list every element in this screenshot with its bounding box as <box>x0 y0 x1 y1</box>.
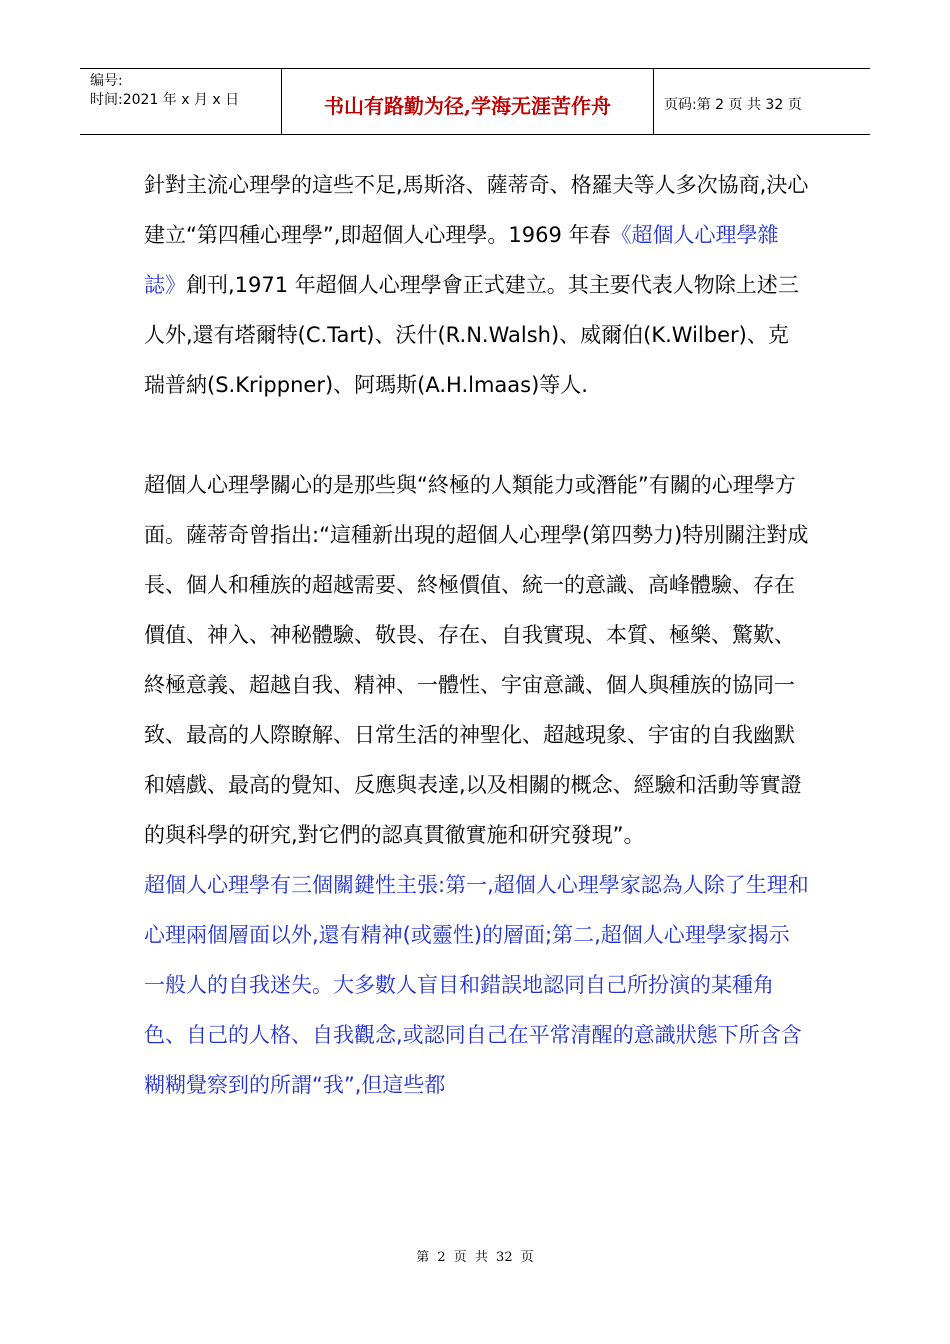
paragraph-gap <box>144 410 809 460</box>
paragraph-3: 超個人心理學有三個關鍵性主張:第一,超個人心理學家認為人除了生理和心理兩個層面以外,還有精神(或靈性)的層面;第二,超個人心理學家揭示一般人的自我迷失。大多數人盲目和錯誤地認同自己所扮演的某種角色、自己的人格、自我觀念,或認同自己在平常清醒的意識狀態下所含含糊糊覺察到的所謂“我”,但這些都 <box>144 873 809 1097</box>
header-meta <box>80 69 282 134</box>
paragraph-1-text-b: 創刊,1971 年超個人心理學會正式建立。其主要代表人物除上述三人外,還有塔爾特(C.Tart)、沃什(R.N.Walsh)、威爾伯(K.Wilber)、克瑞普納(S.Krippner)、阿瑪斯(A.H.lmaas)等人. <box>144 273 799 397</box>
time-label: 时间:2021 年 x 月 x 日 <box>90 92 240 108</box>
journal-title-link[interactable]: 《超個人心理學雜誌》 <box>144 223 779 297</box>
header-page-info: 页码:第 2 页 共 32 页 <box>664 96 802 113</box>
document-header <box>80 68 870 135</box>
document-body <box>144 160 809 1110</box>
paragraph-1-text-a: 針對主流心理學的這些不足,馬斯洛、薩蒂奇、格羅夫等人多次協商,決心建立“第四種心理學”,即超個人心理學。1969 年春 <box>144 173 809 247</box>
paragraph-2: 超個人心理學關心的是那些與“終極的人類能力或潛能”有關的心理學方面。薩蒂奇曾指出:“這種新出現的超個人心理學(第四勢力)特別關注對成長、個人和種族的超越需要、終極價值、統一的意識、高峰體驗、存在價值、神入、神秘體驗、敬畏、存在、自我實現、本質、極樂、驚歎、終極意義、超越自我、精神、一體性、宇宙意識、個人與種族的協同一致、最高的人際瞭解、日常生活的神聖化、超越現象、宇宙的自我幽默和嬉戲、最高的覺知、反應與表達,以及相關的概念、經驗和活動等實證的與科學的研究,對它們的認真貫徹實施和研究發現”。 <box>144 473 809 847</box>
number-label: 编号: <box>90 73 123 89</box>
header-motto: 书山有路勤为径,学海无涯苦作舟 <box>282 69 654 134</box>
paragraph-1 <box>144 160 809 410</box>
page-footer: 第 2 页 共 32 页 <box>416 1250 534 1265</box>
